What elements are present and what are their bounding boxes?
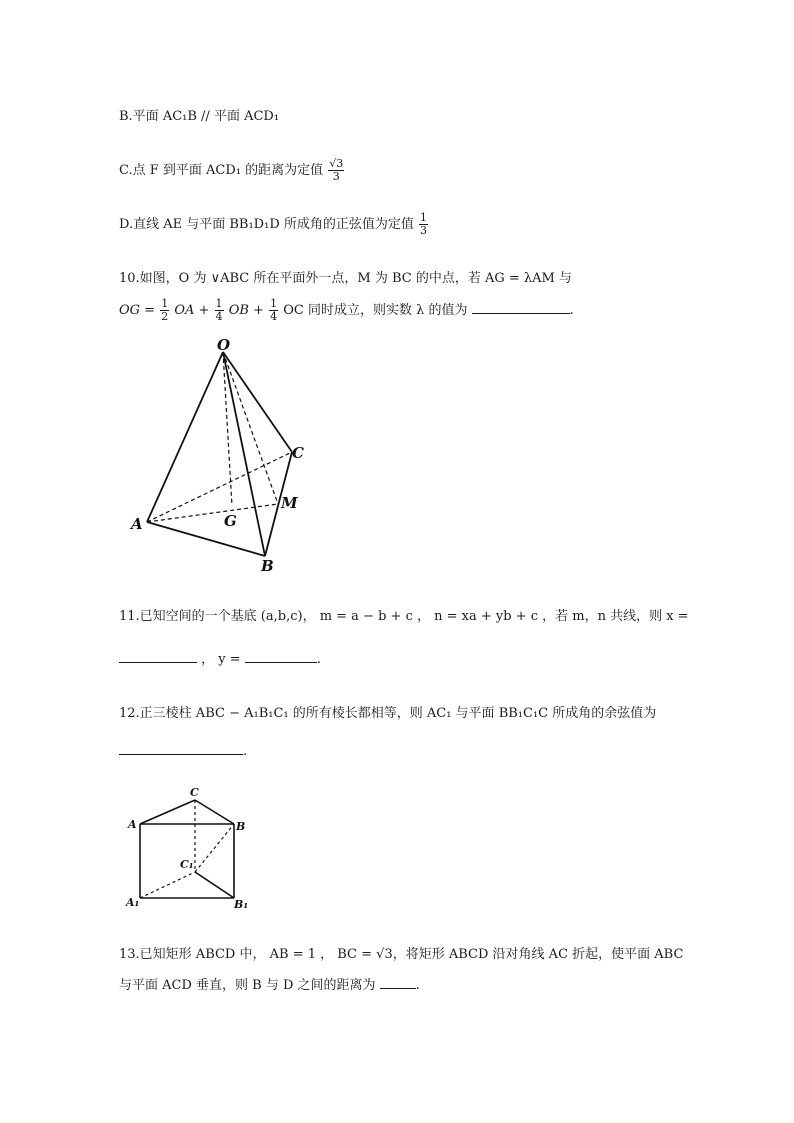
q9-option-c-fraction (328, 158, 344, 183)
fraction-numerator: 1 (420, 211, 428, 224)
q9-option-c-text: C.点 F 到平面 ACD₁ 的距离为定值 (119, 163, 324, 178)
q10-tetrahedron-figure (125, 334, 315, 574)
q10-line-1 (119, 270, 572, 288)
q11-answer-y-blank[interactable] (245, 650, 317, 663)
q9-option-d (119, 212, 429, 237)
q10-fraction-3 (269, 298, 278, 323)
edge-ab (147, 522, 265, 556)
q12-text-1: 12.正三棱柱 ABC − A₁B₁C₁ 的所有棱长都相等，则 AC₁ 与平面 BB₁C₁C 所成角的余弦值为 (119, 706, 657, 721)
q13-text-1a: 13.已知矩形 ABCD 中， AB = 1 ， BC = (119, 947, 377, 962)
label-b: B (236, 820, 246, 833)
q13-text-2: 与平面 ACD 垂直，则 B 与 D 之间的距离为 (119, 978, 376, 993)
edge-ac (140, 800, 195, 824)
q13-end: . (415, 978, 420, 993)
label-a1: A₁ (126, 896, 140, 909)
q10-term-ob: OB + (228, 303, 269, 318)
q9-option-b (119, 108, 279, 126)
q13-text-1b: ，将矩形 ABCD 沿对角线 AC 折起，使平面 ABC (392, 947, 684, 962)
q11-separator: ， y = (201, 652, 241, 667)
fraction-denominator: 4 (215, 310, 223, 323)
fraction-numerator: 1 (215, 297, 223, 310)
fraction-numerator: 1 (270, 297, 278, 310)
fraction-denominator: 3 (420, 224, 428, 237)
q10-term-oc: OC 同时成立，则实数 λ 的值为 (283, 303, 468, 318)
edge-oa (147, 352, 223, 522)
fraction-denominator: 3 (332, 170, 340, 183)
fraction-numerator: √3 (329, 157, 344, 170)
q13-sqrt3: √3 (376, 947, 393, 962)
label-c1: C₁ (180, 858, 194, 871)
label-b: B (261, 557, 274, 574)
q9-option-b-text: B.平面 AC₁B // 平面 ACD₁ (119, 109, 280, 124)
q13-line-2 (119, 976, 420, 995)
q11-text-1: 11.已知空间的一个基底 (a,b,c)， m = a − b + c ， n = xa + yb + c ，若 m，n 共线，则 x = (119, 609, 689, 624)
segment-c1b-dashed (195, 824, 234, 872)
q12-answer-blank[interactable] (119, 742, 243, 755)
q10-term-oa: OA + (174, 303, 214, 318)
q10-fraction-1 (160, 298, 169, 323)
q12-prism-figure (122, 782, 262, 912)
fraction-denominator: 2 (161, 310, 169, 323)
edge-cb (195, 800, 234, 824)
q10-line-2 (119, 298, 574, 323)
q10-end: . (569, 303, 574, 318)
edge-a1c1-dashed (140, 872, 195, 898)
q13-line-1 (119, 946, 683, 964)
q9-option-c (119, 158, 345, 183)
q11-answer-x-blank[interactable] (119, 650, 197, 663)
label-c: C (292, 444, 304, 462)
q10-answer-blank[interactable] (472, 301, 570, 314)
label-b1: B₁ (234, 898, 249, 911)
q10-fraction-2 (215, 298, 224, 323)
fraction-denominator: 4 (270, 310, 278, 323)
q11-line-2 (119, 650, 321, 669)
edge-c1b1 (195, 872, 234, 898)
label-g: G (224, 512, 237, 530)
q12-end: . (243, 744, 248, 759)
label-a: A (131, 515, 143, 533)
q9-option-d-text: D.直线 AE 与平面 BB₁D₁D 所成角的正弦值为定值 (119, 217, 414, 232)
q10-text-1: 10.如图，O 为 ∨ABC 所在平面外一点，M 为 BC 的中点，若 AG = λAM 与 (119, 271, 572, 286)
q9-option-d-fraction (419, 212, 428, 237)
q11-line-1 (119, 608, 689, 626)
q11-end: . (316, 652, 321, 667)
label-a: A (128, 818, 137, 831)
label-o: O (217, 336, 231, 354)
q13-answer-blank[interactable] (380, 976, 416, 989)
fraction-numerator: 1 (161, 297, 169, 310)
label-c: C (190, 786, 199, 799)
q10-og: OG = (119, 303, 160, 318)
q12-line-2 (119, 742, 247, 761)
q12-line-1 (119, 705, 656, 723)
label-m: M (281, 494, 298, 512)
